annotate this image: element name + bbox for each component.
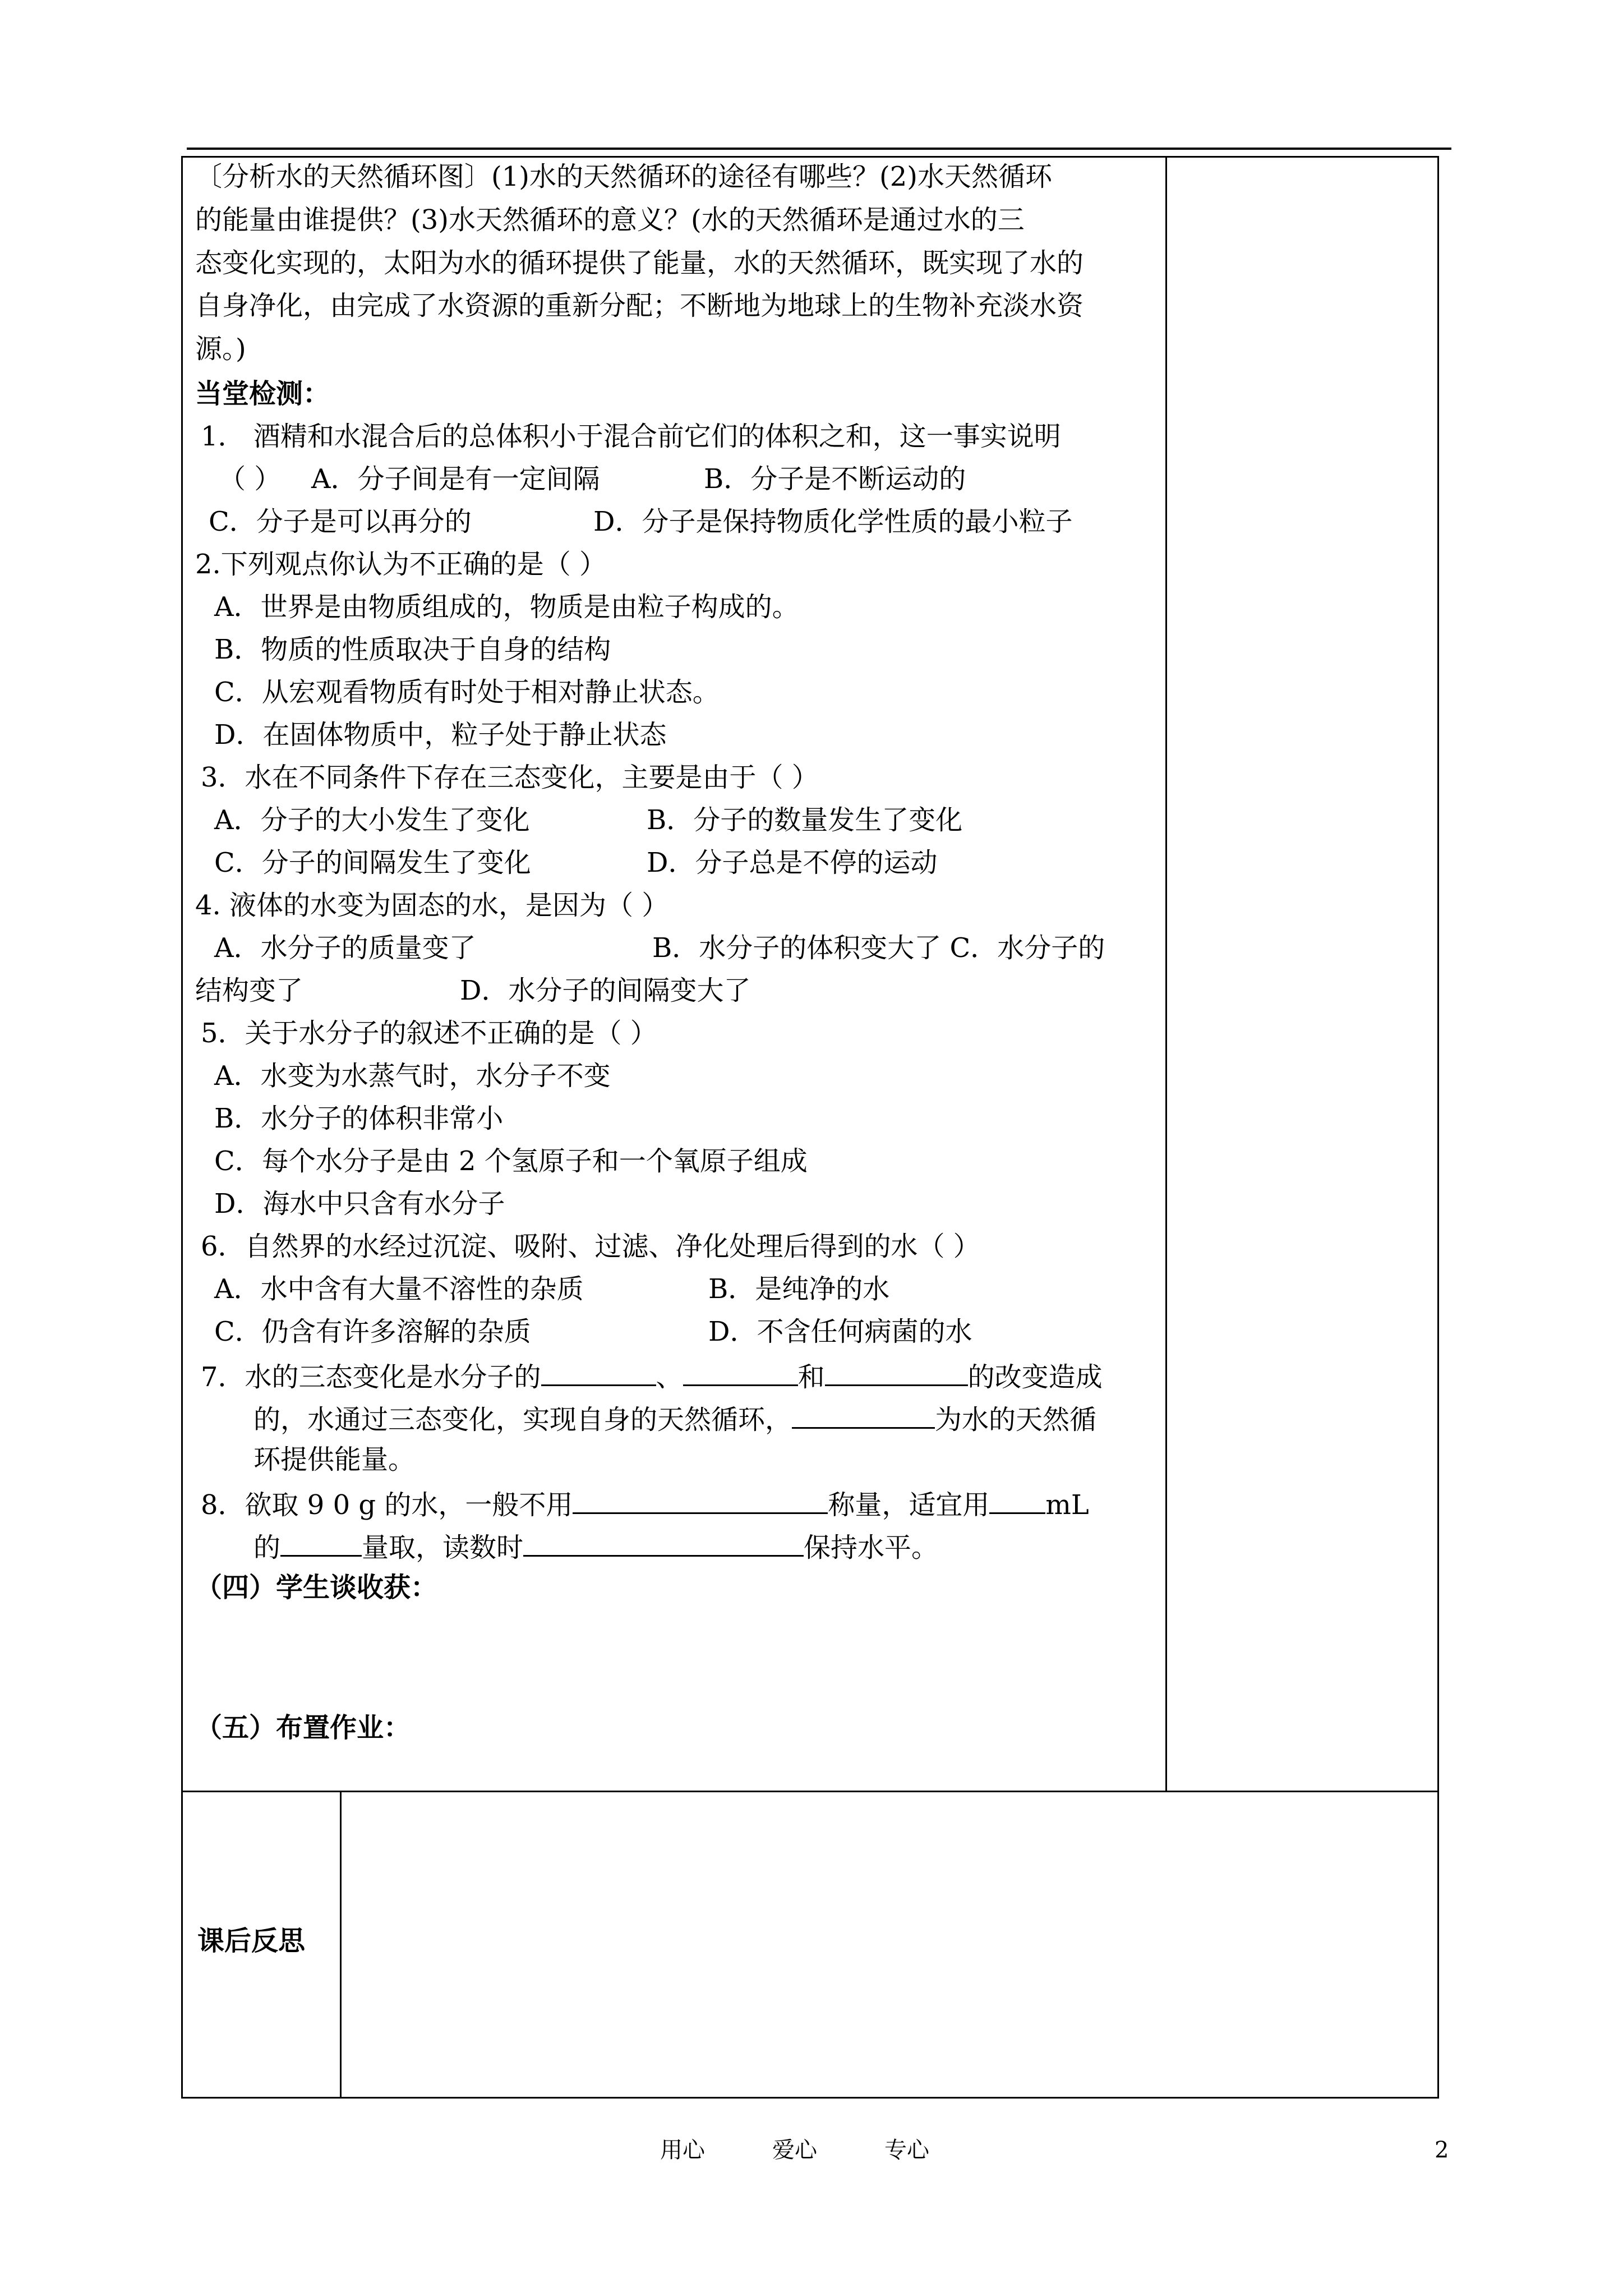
q1-stem: 1． 酒精和水混合后的总体积小于混合前它们的体积之和，这一事实说明 [201,421,1061,452]
q6-stem: 6．自然界的水经过沉淀、吸附、过滤、净化处理后得到的水（ ） [201,1231,980,1262]
page-number: 2 [1435,2137,1449,2163]
q3-option-a: A．分子的大小发生了变化 [214,804,530,836]
q5-option-b: B．水分子的体积非常小 [214,1103,504,1134]
q5-option-d: D．海水中只含有水分子 [214,1188,505,1220]
q8-blank-3[interactable] [280,1528,362,1557]
q4-option-a: A．水分子的质量变了 [214,932,476,964]
header-rule [187,148,1451,150]
q3-option-d: D．分子总是不停的运动 [647,847,938,878]
section-check-heading: 当堂检测： [195,378,330,409]
q8-line-1: 8．欲取 9 0 g 的水，一般不用 称量，适宜用 mL [201,1485,1089,1522]
intro-line-3: 态变化实现的，太阳为水的循环提供了能量，水的天然循环，既实现了水的 [195,247,1084,279]
reflection-divider [340,1791,342,2099]
q6-option-d: D．不含任何病菌的水 [708,1316,972,1347]
q7-line-3: 环提供能量。 [253,1444,416,1475]
q2-option-b: B．物质的性质取决于自身的结构 [214,634,611,665]
q2-option-d: D．在固体物质中，粒子处于静止状态 [214,719,667,751]
intro-line-5: 源。) [195,333,246,365]
section-homework-heading: （五）布置作业： [195,1712,411,1743]
footer-word-3: 专心 [884,2137,929,2163]
section-harvest-heading: （四）学生谈收获： [195,1572,438,1603]
q7-blank-3[interactable] [825,1358,968,1386]
q3-option-b: B．分子的数量发生了变化 [647,804,963,836]
q1-bracket: （ ） [219,463,282,495]
q7-line-2: 的，水通过三态变化，实现自身的天然循环， 为水的天然循 [253,1400,1096,1437]
q5-option-c: C．每个水分子是由 2 个氢原子和一个氧原子组成 [214,1145,808,1177]
q2-stem: 2.下列观点你认为不正确的是（ ） [195,549,607,580]
footer-word-2: 爱心 [772,2137,817,2163]
q1-option-c: C．分子是可以再分的 [209,506,472,537]
q7-blank-4[interactable] [792,1400,935,1429]
q6-option-c: C．仍含有许多溶解的杂质 [214,1316,531,1347]
q5-option-a: A．水变为水蒸气时，水分子不变 [214,1060,611,1092]
q8-blank-4[interactable] [523,1528,804,1557]
q8-blank-1[interactable] [573,1485,828,1514]
q1-option-b: B．分子是不断运动的 [704,463,966,495]
intro-line-2: 的能量由谁提供？(3)水天然循环的意义？(水的天然循环是通过水的三 [195,204,1025,236]
q5-stem: 5．关于水分子的叙述不正确的是（ ） [201,1018,657,1049]
q1-option-d: D．分子是保持物质化学性质的最小粒子 [593,506,1073,537]
q7-blank-2[interactable] [683,1358,798,1386]
q2-option-c: C．从宏观看物质有时处于相对静止状态。 [214,677,720,708]
q7-blank-1[interactable] [541,1358,656,1386]
q4-option-b-c: B．水分子的体积变大了 C．水分子的 [652,932,1105,964]
q8-line-2: 的 量取，读数时 保持水平。 [253,1528,938,1565]
q4-option-d: D．水分子的间隔变大了 [460,975,751,1006]
intro-line-4: 自身净化，由完成了水资源的重新分配；不断地为地球上的生物补充淡水资 [195,290,1084,321]
q4-option-c-cont: 结构变了 [195,975,303,1006]
intro-line-1: 〔分析水的天然循环图〕(1)水的天然循环的途径有哪些？(2)水天然循环 [195,161,1052,192]
q3-option-c: C．分子的间隔发生了变化 [214,847,531,878]
q3-stem: 3．水在不同条件下存在三态变化，主要是由于（ ） [201,762,819,793]
q4-stem: 4. 液体的水变为固态的水，是因为（ ） [195,890,669,921]
q6-option-b: B．是纯净的水 [708,1273,890,1305]
q8-blank-2[interactable] [989,1485,1045,1514]
q6-option-a: A．水中含有大量不溶性的杂质 [214,1273,584,1305]
q1-option-a: A．分子间是有一定间隔 [311,463,600,495]
reflection-label: 课后反思 [197,1925,306,1957]
footer-word-1: 用心 [660,2137,705,2163]
reflection-row [181,1791,1439,2099]
q7-line-1: 7．水的三态变化是水分子的 、 和 的改变造成 [201,1358,1103,1394]
q2-option-a: A．世界是由物质组成的，物质是由粒子构成的。 [214,591,799,623]
notes-column-divider [1165,156,1167,1792]
